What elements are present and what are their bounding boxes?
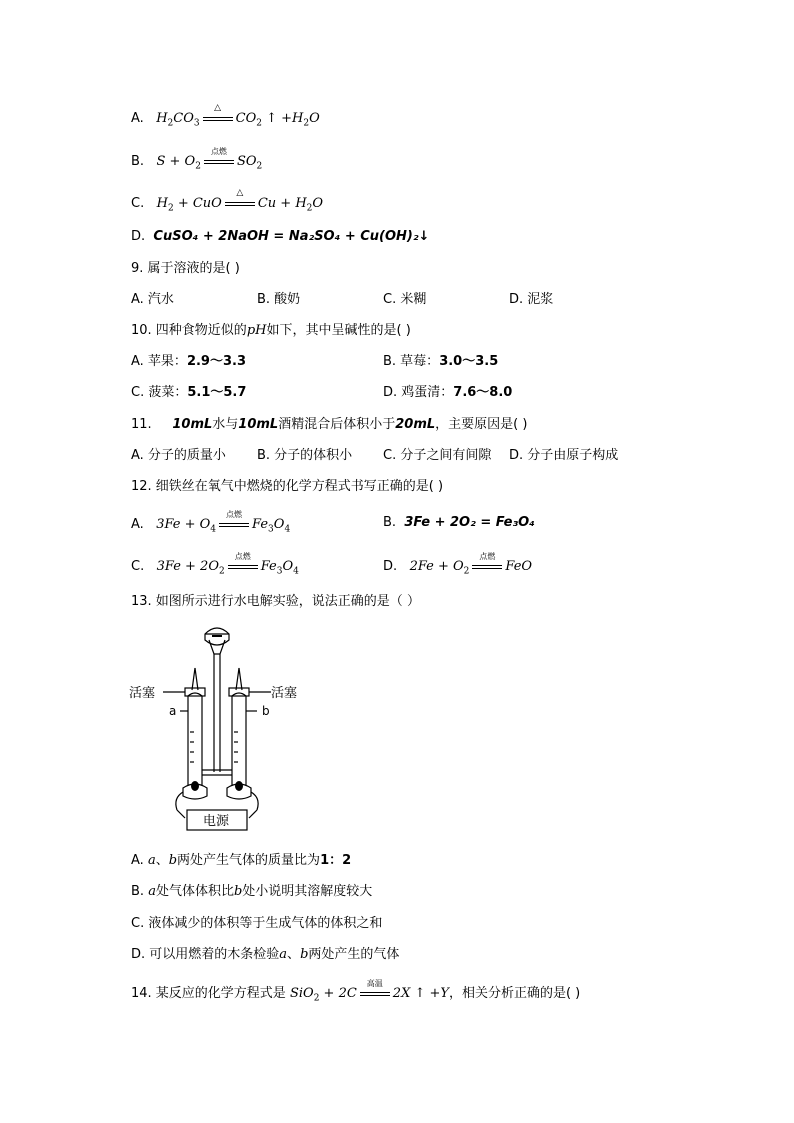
q8-option-c: C. $H_2$ + CuO △ $Cu + H_2O$ (131, 187, 324, 214)
q13-option-b: B. a处气体体积比b处小说明其溶解度较大 (131, 884, 373, 899)
label-b: b (262, 704, 270, 718)
q13-option-d: D. 可以用燃着的木条检验a、b两处产生的气体 (131, 947, 400, 962)
q11-option-d: D. 分子由原子构成 (509, 448, 619, 463)
q9-option-d: D. 泥浆 (509, 292, 554, 307)
q12-option-d: D. $2Fe + O_2$ 点燃 FeO (383, 551, 533, 577)
label-valve-left: 活塞 (129, 686, 156, 701)
q12-option-b: B. 3Fe + 2O₂ = Fe₃O₄ (383, 515, 535, 530)
q11-option-a: A. 分子的质量小 (131, 448, 226, 463)
q10-option-d: D. 鸡蛋清：7.6～8.0 (383, 385, 513, 400)
q8-option-d: D. CuSO₄ + 2NaOH = Na₂SO₄ + Cu(OH)₂↓ (131, 229, 430, 244)
q10-option-b: B. 草莓：3.0～3.5 (383, 354, 499, 369)
q8-c-equation: $H_2$ + CuO △ $Cu + H_2O$ (156, 187, 324, 214)
q12-option-a: A. $3Fe + O_4$ 点燃 $Fe_3O_4$ (131, 509, 291, 535)
electrolysis-apparatus-diagram (125, 620, 325, 835)
q11-option-c: C. 分子之间有间隙 (383, 448, 492, 463)
q12-stem: 12. 细铁丝在氧气中燃烧的化学方程式书写正确的是( ) (131, 479, 444, 494)
q9-option-c: C. 米糊 (383, 292, 427, 307)
q12-b-equation: 3Fe + 2O₂ = Fe₃O₄ (404, 515, 535, 530)
q8-b-equation: $S + O_2$ 点燃 $SO_2$ (156, 146, 263, 172)
q12-option-c: C. $3Fe + 2O_2$ 点燃 $Fe_3O_4$ (131, 551, 299, 577)
q9-option-a: A. 汽水 (131, 292, 174, 307)
q11-stem: 11. 10mL水与10mL酒精混合后体积小于20mL，主要原因是( ) (131, 417, 528, 432)
q9-option-b: B. 酸奶 (257, 292, 301, 307)
q8-a-equation: $H_2CO_3$ △ $CO_2$ ↑ $+H_2O$ (156, 102, 320, 129)
q10-option-c: C. 菠菜：5.1～5.7 (131, 385, 247, 400)
label-a: a (169, 704, 177, 718)
label-power: 电源 (203, 814, 230, 829)
q8-option-a: A. $H_2CO_3$ △ $CO_2$ ↑ $+H_2O$ (131, 102, 320, 129)
q11-option-b: B. 分子的体积小 (257, 448, 353, 463)
q13-option-c: C. 液体减少的体积等于生成气体的体积之和 (131, 916, 383, 931)
q14-equation: SiO$_2$ + 2C 高温 2X ↑ +Y (289, 978, 449, 1004)
q12-c-equation: $3Fe + 2O_2$ 点燃 $Fe_3O_4$ (156, 551, 299, 577)
label-valve-right: 活塞 (271, 686, 298, 701)
q8-option-b: B. $S + O_2$ 点燃 $SO_2$ (131, 146, 263, 172)
q10-option-a: A. 苹果：2.9～3.3 (131, 354, 246, 369)
q14-stem: 14. 某反应的化学方程式是 SiO$_2$ + 2C 高温 2X ↑ +Y，相关分析正确的是( ) (131, 978, 581, 1004)
q8-d-equation: CuSO₄ + 2NaOH = Na₂SO₄ + Cu(OH)₂↓ (153, 229, 430, 244)
q13-stem: 13. 如图所示进行水电解实验，说法正确的是（ ） (131, 594, 420, 609)
q12-d-equation: $2Fe + O_2$ 点燃 FeO (409, 551, 533, 577)
q9-stem: 9. 属于溶液的是( ) (131, 261, 240, 276)
q13-option-a: A. a、b两处产生气体的质量比为1：2 (131, 853, 352, 868)
q12-a-equation: $3Fe + O_4$ 点燃 $Fe_3O_4$ (156, 509, 291, 535)
q10-stem: 10. 四种食物近似的pH如下，其中呈碱性的是( ) (131, 323, 411, 338)
